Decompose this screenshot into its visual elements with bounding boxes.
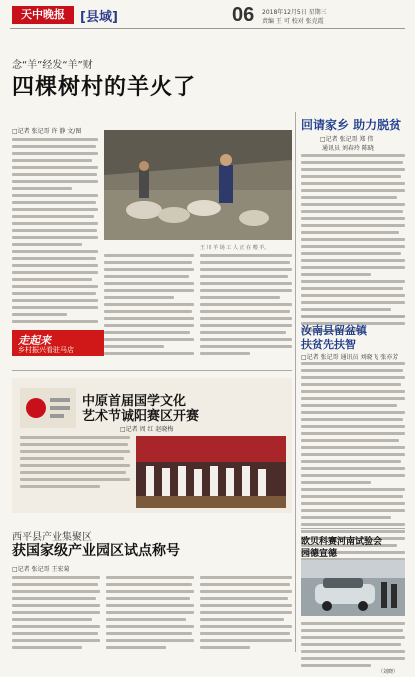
- feature-text: [20, 436, 130, 492]
- feature-badge-icon: [20, 388, 76, 428]
- stage-performance-photo: [136, 436, 286, 508]
- date-line: 2018年12月5日 星期三: [262, 9, 327, 16]
- right-divider-2: [301, 528, 405, 529]
- editor-line: 责编 王 可 校对 张克霞: [262, 18, 324, 25]
- sheep-farm-photo: [104, 130, 292, 240]
- feature-byline: □记者 周 红 赵晓梅: [120, 426, 174, 433]
- lead-byline: □记者 张记哥 许 静 文/图: [12, 128, 82, 135]
- feature-headline-1: 中原首届国学文化: [82, 394, 187, 409]
- right-bottom-caption: （刘晓）: [378, 669, 399, 675]
- right-mid-headline-1: 汝南县留盆镇: [301, 324, 367, 337]
- promo-title: 走起来: [18, 334, 51, 347]
- bottom-byline: □记者 张记哥 王宏菊: [12, 566, 70, 573]
- car-showroom-photo: [301, 560, 405, 616]
- right-top-headline: 回请家乡 助力脱贫: [301, 118, 402, 132]
- section-label: [县域]: [80, 10, 118, 25]
- feature-headline-2: 艺术节诚阳赛区开赛: [82, 409, 200, 424]
- lead-kicker: 念“羊”经发“羊”财: [12, 60, 93, 71]
- right-top-byline: □记者 张记哥 郑 伟: [320, 136, 374, 143]
- bottom-text-col-1: [12, 576, 100, 653]
- bottom-text-col-3: [200, 576, 292, 653]
- masthead-rule: [10, 28, 405, 29]
- feature-photo: [136, 436, 286, 508]
- feature-block: [12, 378, 292, 513]
- promo-subtitle: 乡村振兴看驻马店: [18, 346, 74, 354]
- right-top-text: [301, 154, 405, 336]
- right-mid-headline-2: 扶贫先扶智: [301, 338, 356, 351]
- right-bottom-headline-2: 园德宣德: [301, 549, 338, 559]
- promo-banner: [12, 330, 104, 356]
- bottom-kicker: 西平县产业集聚区: [12, 532, 92, 543]
- page-number: 06: [232, 4, 255, 26]
- right-divider-1: [301, 316, 405, 317]
- right-bottom-photo: [301, 560, 405, 616]
- bottom-text-col-2: [106, 576, 194, 653]
- lead-photo-caption: 王 川 羊 场 工 人 正 在 喂 羊。: [200, 245, 270, 251]
- lead-text-col-2: [104, 254, 194, 359]
- right-bottom-text: [301, 622, 405, 671]
- masthead: [0, 4, 415, 30]
- bottom-headline: 获国家级产业园区试点称号: [12, 543, 180, 559]
- lead-photo: [104, 130, 292, 240]
- right-top-sub-byline: 通讯员 刘春玲 陈晓: [322, 145, 374, 152]
- lead-text-col-1: [12, 138, 98, 327]
- lead-headline: 四棵树村的羊火了: [12, 75, 197, 100]
- lead-text-col-3: [200, 254, 292, 359]
- column-rule: [295, 112, 296, 652]
- newspaper-logo: 天中晚报: [12, 6, 74, 24]
- right-bottom-headline-1: 欧贝科赛河南试验会: [301, 537, 383, 547]
- right-mid-byline: □记者 张记哥 通讯员 刘晓飞 张亦芳: [301, 354, 399, 361]
- divider: [12, 370, 292, 371]
